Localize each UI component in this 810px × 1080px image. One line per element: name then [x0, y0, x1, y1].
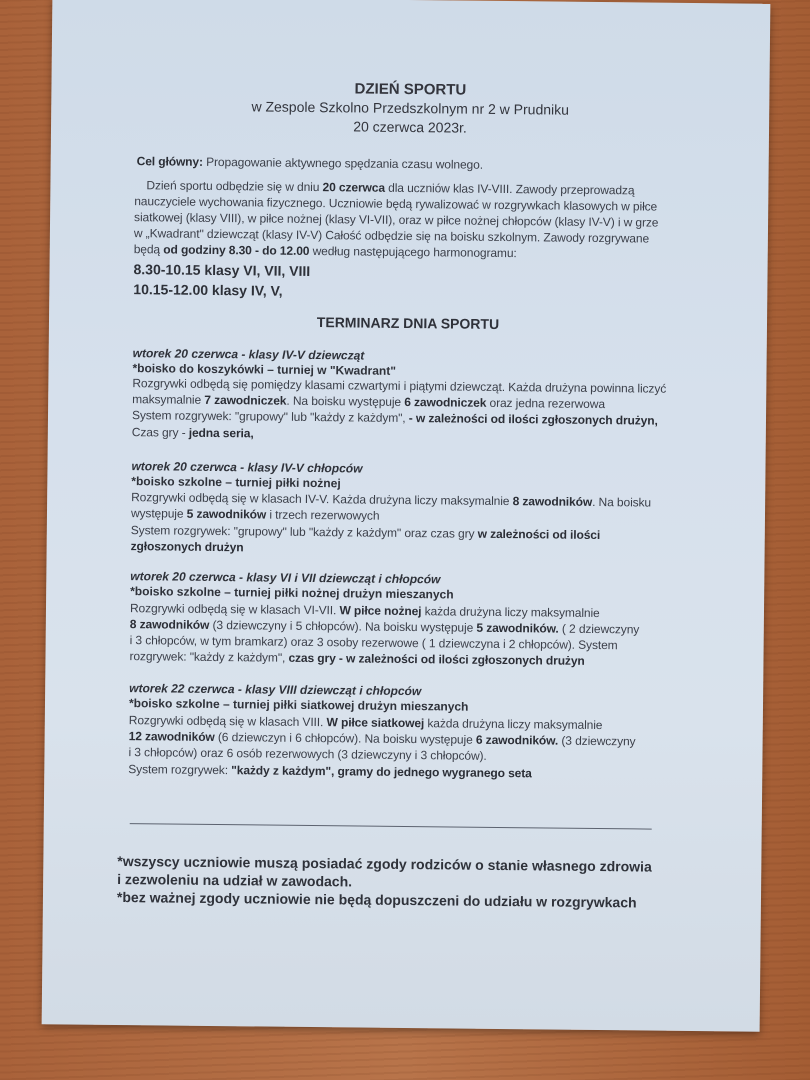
rule-bold: "każdy z każdym", gramy do jednego wygranego seta: [231, 763, 532, 781]
rule-bold: 7 zawodniczek: [204, 392, 287, 408]
intro-hours: od godziny 8.30 - do 12.00: [163, 242, 310, 258]
divider-line: [130, 823, 652, 829]
event-3-rule-4: [129, 649, 584, 668]
intro-line-4: w „Kwadrant" dziewcząt (klasy IV-V) Całość odbędzie się na boisku szkolnym. Zawody rozgrywane: [133, 226, 650, 246]
rule-text: każda drużyna liczy maksymalnie: [424, 716, 603, 733]
intro-text: według następującego harmonogramu:: [309, 243, 517, 261]
intro-text: Dzień sportu odbędzie się w dniu: [146, 178, 323, 195]
event-4-venue: *boisko szkolne – turniej piłki siatkowej drużyn mieszanych: [128, 696, 469, 714]
document-title: DZIEŃ SPORTU: [354, 80, 467, 99]
rule-bold: jedna seria,: [188, 425, 254, 441]
rule-text: rozgrywek: "każdy z każdym",: [129, 649, 289, 665]
event-1-venue: *boisko do koszykówki – turniej w "Kwadrant": [132, 361, 397, 378]
rule-text: . Na boisku: [592, 494, 652, 510]
rule-text: i trzech rezerwowych: [266, 507, 380, 523]
event-date: 20 czerwca 2023r.: [353, 118, 467, 136]
footer-note-1: *wszyscy uczniowie muszą posiadać zgody rodziców o stanie własnego zdrowia: [117, 852, 652, 875]
event-3-heading: wtorek 20 czerwca - klasy VI i VII dziewcząt i chłopców: [130, 569, 441, 587]
rule-bold: 12 zawodników: [128, 729, 215, 745]
rule-bold: 5 zawodników: [186, 506, 267, 522]
rule-bold: 8 zawodników: [129, 617, 210, 632]
rule-text: oraz jedna rezerwowa: [486, 395, 606, 412]
event-4-rule-3: i 3 chłopców) oraz 6 osób rezerwowych (3 dziewczyny i 3 chłopców).: [128, 745, 487, 763]
rule-text: Rozgrywki odbędą się w klasach VIII.: [128, 713, 327, 730]
rule-text: (3 dziewczyny: [558, 733, 636, 749]
paper-sheet: [42, 0, 771, 1032]
rule-bold: W piłce nożnej: [339, 603, 422, 619]
rule-text: System rozgrywek:: [128, 762, 232, 778]
intro-line-5: [134, 242, 517, 260]
event-1-rule-4: [132, 425, 254, 440]
rule-bold: 5 zawodników.: [476, 620, 559, 636]
footer-note-2: i zezwoleniu na udział w zawodach.: [117, 870, 353, 890]
rule-bold: - w zależności od ilości zgłoszonych drużyn,: [408, 411, 658, 428]
section-title: TERMINARZ DNIA SPORTU: [316, 314, 500, 332]
event-3-rule-3: i 3 chłopców, w tym bramkarz) oraz 3 osoby rezerwowe ( 1 dziewczyna i 2 chłopców). System: [129, 633, 618, 653]
event-2-heading: wtorek 20 czerwca - klasy IV-V chłopców: [131, 459, 363, 476]
rule-bold: zgłoszonych drużyn: [130, 539, 244, 555]
intro-date: 20 czerwca: [322, 180, 386, 195]
rule-bold: w zależności od ilości: [477, 526, 601, 543]
goal-text: Propagowanie aktywnego spędzania czasu wolnego.: [202, 154, 484, 172]
intro-text: dla uczniów klas IV-VIII. Zawody przeprowadzą: [384, 180, 635, 198]
rule-text: System rozgrywek: "grupowy" lub "każdy z każdym",: [131, 408, 409, 426]
rule-text: (3 dziewczyny i 5 chłopców). Na boisku występuje: [209, 617, 477, 635]
rule-text: Rozgrywki odbędą się w klasach VI-VII.: [129, 601, 340, 618]
rule-text: maksymalnie: [132, 392, 205, 407]
event-3-venue: *boisko szkolne – turniej piłki nożnej drużyn mieszanych: [130, 584, 454, 602]
rule-text: Rozgrywki odbędą się w klasach IV-V. Każda drużyna liczy maksymalnie: [131, 490, 513, 509]
rule-text: (6 dziewczyn i 6 chłopców). Na boisku występuje: [214, 730, 476, 747]
intro-text: będą: [133, 242, 164, 257]
footer-note-3: *bez ważnej zgody uczniowie nie będą dopuszczeni do udziału w rozgrywkach: [116, 888, 637, 911]
event-2-venue: *boisko szkolne – turniej piłki nożnej: [131, 474, 341, 491]
event-1-heading: wtorek 20 czerwca - klasy IV-V dziewcząt: [132, 346, 365, 363]
rule-bold: 8 zawodników: [512, 494, 593, 509]
rule-bold: W piłce siatkowej: [326, 715, 425, 731]
rule-text: ( 2 dziewczyny: [558, 621, 640, 637]
rule-text: każda drużyna liczy maksymalnie: [421, 604, 600, 621]
intro-line-3: siatkowej (klasy VIII), w piłce nożnej (klasy VI-VII), oraz w piłce nożnej chłopców (klasy IV-V) i w grze: [134, 210, 659, 230]
rule-text: . Na boisku występuje: [286, 393, 405, 409]
school-name: w Zespole Szkolno Przedszkolnym nr 2 w Prudniku: [251, 98, 570, 118]
goal-label: Cel główny:: [136, 154, 203, 169]
event-2-rule-4: [131, 539, 244, 554]
event-2-rule-2: [131, 506, 380, 523]
rule-bold: 6 zawodniczek: [404, 394, 487, 410]
rule-bold: 6 zawodników.: [475, 732, 559, 748]
event-4-heading: wtorek 22 czerwca - klasy VIII dziewcząt i chłopców: [129, 681, 422, 699]
event-1-rule-3: [132, 408, 658, 428]
event-1-rule-1: Rozgrywki odbędą się pomiędzy klasami czwartymi i piątymi dziewcząt. Każda drużyna powinna liczyć: [132, 376, 667, 396]
intro-line-2: nauczyciele wychowania fizycznego. Uczniowie będą rywalizować w rozgrywkach klasowych w piłce: [134, 194, 658, 214]
rule-text: występuje: [130, 506, 187, 521]
rule-text: System rozgrywek: "grupowy" lub "każdy z każdym" oraz czas gry: [130, 523, 478, 541]
schedule-item-2: 10.15-12.00 klasy IV, V,: [133, 281, 283, 299]
goal-line: [137, 154, 483, 172]
event-4-rule-4: [128, 762, 532, 780]
schedule-item-1: 8.30-10.15 klasy VI, VII, VIII: [133, 261, 311, 279]
rule-text: Czas gry -: [131, 425, 189, 440]
rule-bold: czas gry - w zależności od ilości zgłoszonych drużyn: [288, 650, 585, 668]
